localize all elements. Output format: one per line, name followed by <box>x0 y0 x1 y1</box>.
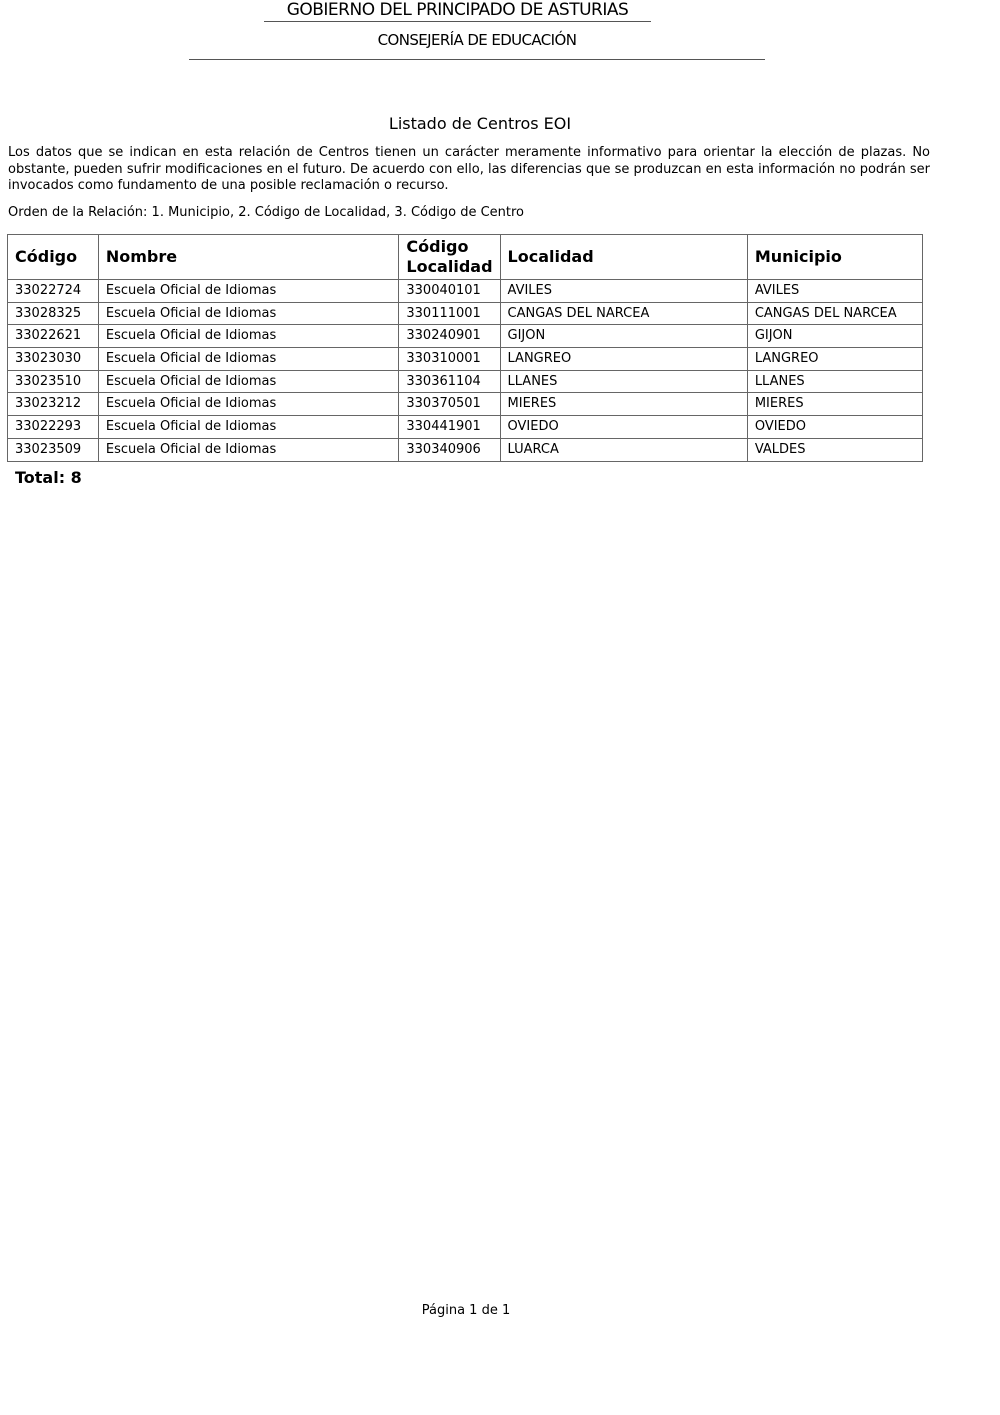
intro-paragraph: Los datos que se indican en esta relación de Centros tienen un carácter meramente informativo para orientar la elección de plazas. No obstante, pueden sufrir modificaciones en el futuro. De acuerdo con ello, las diferencias que se produzcan en esta información no podrán ser invocados como fundamento de una posible reclamación o recurso. <box>8 145 930 193</box>
header-nombre: Nombre <box>98 235 399 280</box>
cell-nombre: Escuela Oficial de Idiomas <box>98 325 399 348</box>
cell-nombre: Escuela Oficial de Idiomas <box>98 302 399 325</box>
cell-localidad: AVILES <box>500 280 747 303</box>
table-header-row <box>8 235 923 280</box>
cell-localidad: OVIEDO <box>500 416 747 439</box>
header-department: CONSEJERÍA DE EDUCACIÓN <box>189 30 765 60</box>
cell-codigo-localidad: 330340906 <box>399 438 500 461</box>
header-codigo-localidad-line2: Localidad <box>406 257 493 276</box>
cell-codigo-localidad: 330040101 <box>399 280 500 303</box>
cell-nombre: Escuela Oficial de Idiomas <box>98 280 399 303</box>
cell-localidad: LLANES <box>500 370 747 393</box>
cell-municipio: AVILES <box>747 280 922 303</box>
cell-codigo: 33023212 <box>8 393 99 416</box>
cell-municipio: MIERES <box>747 393 922 416</box>
page-footer: Página 1 de 1 <box>421 1303 511 1318</box>
cell-municipio: LLANES <box>747 370 922 393</box>
cell-localidad: LANGREO <box>500 348 747 371</box>
cell-municipio: VALDES <box>747 438 922 461</box>
cell-codigo-localidad: 330441901 <box>399 416 500 439</box>
table-row <box>8 370 923 393</box>
cell-nombre: Escuela Oficial de Idiomas <box>98 348 399 371</box>
cell-nombre: Escuela Oficial de Idiomas <box>98 370 399 393</box>
cell-codigo: 33022724 <box>8 280 99 303</box>
table-row <box>8 302 923 325</box>
cell-codigo: 33022621 <box>8 325 99 348</box>
header-localidad: Localidad <box>500 235 747 280</box>
cell-codigo-localidad: 330370501 <box>399 393 500 416</box>
cell-codigo: 33023030 <box>8 348 99 371</box>
table-row <box>8 280 923 303</box>
cell-localidad: CANGAS DEL NARCEA <box>500 302 747 325</box>
cell-localidad: LUARCA <box>500 438 747 461</box>
header-codigo-localidad-line1: Código <box>406 237 469 256</box>
cell-municipio: CANGAS DEL NARCEA <box>747 302 922 325</box>
cell-localidad: GIJON <box>500 325 747 348</box>
table-row <box>8 348 923 371</box>
cell-codigo: 33023509 <box>8 438 99 461</box>
cell-codigo: 33022293 <box>8 416 99 439</box>
cell-codigo-localidad: 330111001 <box>399 302 500 325</box>
header-codigo: Código <box>8 235 99 280</box>
cell-nombre: Escuela Oficial de Idiomas <box>98 438 399 461</box>
table-row <box>8 393 923 416</box>
centers-table <box>7 234 923 462</box>
cell-localidad: MIERES <box>500 393 747 416</box>
table-row <box>8 438 923 461</box>
order-note: Orden de la Relación: 1. Municipio, 2. Código de Localidad, 3. Código de Centro <box>8 205 525 220</box>
header-municipio: Municipio <box>747 235 922 280</box>
table-row <box>8 416 923 439</box>
cell-nombre: Escuela Oficial de Idiomas <box>98 393 399 416</box>
page-title: Listado de Centros EOI <box>388 114 572 133</box>
cell-nombre: Escuela Oficial de Idiomas <box>98 416 399 439</box>
cell-codigo: 33023510 <box>8 370 99 393</box>
cell-codigo-localidad: 330361104 <box>399 370 500 393</box>
cell-codigo-localidad: 330240901 <box>399 325 500 348</box>
cell-municipio: LANGREO <box>747 348 922 371</box>
cell-codigo: 33028325 <box>8 302 99 325</box>
total-count: Total: 8 <box>15 468 82 487</box>
cell-municipio: OVIEDO <box>747 416 922 439</box>
header-government: GOBIERNO DEL PRINCIPADO DE ASTURIAS <box>264 0 651 22</box>
cell-municipio: GIJON <box>747 325 922 348</box>
table-row <box>8 325 923 348</box>
header-codigo-localidad <box>399 235 500 280</box>
cell-codigo-localidad: 330310001 <box>399 348 500 371</box>
